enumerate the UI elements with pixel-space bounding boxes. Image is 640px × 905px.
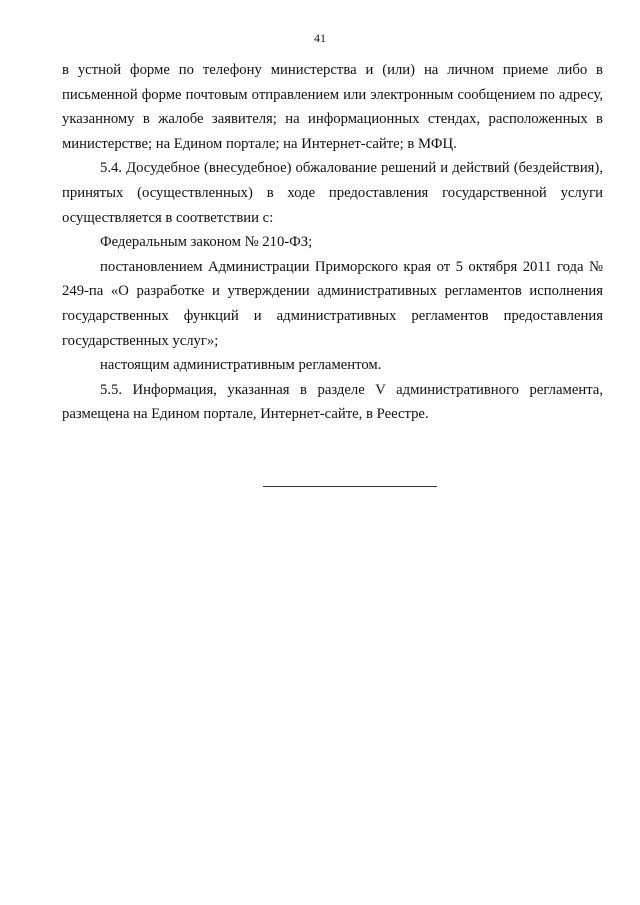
end-separator-line [263, 486, 437, 487]
paragraph-complaint-response-methods: в устной форме по телефону министерства и (или) на личном приеме либо в письменной форме почтовым отправлением или электронным сообщением по адресу, указанному в жалобе заявителя; на информационных стендах, расположенных в министерстве; на Едином портале; на Интернет-сайте; в МФЦ. [62, 62, 603, 152]
paragraph-federal-law: Федеральным законом № 210-ФЗ; [100, 234, 313, 251]
page-number: 41 [314, 31, 326, 45]
paragraph-5-4-pretrial-appeal: 5.4. Досудебное (внесудебное) обжалование решений и действий (бездействия), принятых (осуществленных) в ходе предоставления государственной услуги осуществляется в соответствии с: [62, 160, 603, 226]
paragraph-administration-resolution: постановлением Администрации Приморского края от 5 октября 2011 года № 249-па «О разработке и утверждении административных регламентов исполнения государственных функций и административных регламентов предоставления государственных услуг»; [62, 258, 603, 349]
paragraph-5-5-information: 5.5. Информация, указанная в разделе V административного регламента, размещена на Едином портале, Интернет-сайте, в Реестре. [62, 381, 603, 423]
document-body [62, 58, 603, 427]
paragraph-this-regulation: настоящим административным регламентом. [100, 357, 382, 374]
